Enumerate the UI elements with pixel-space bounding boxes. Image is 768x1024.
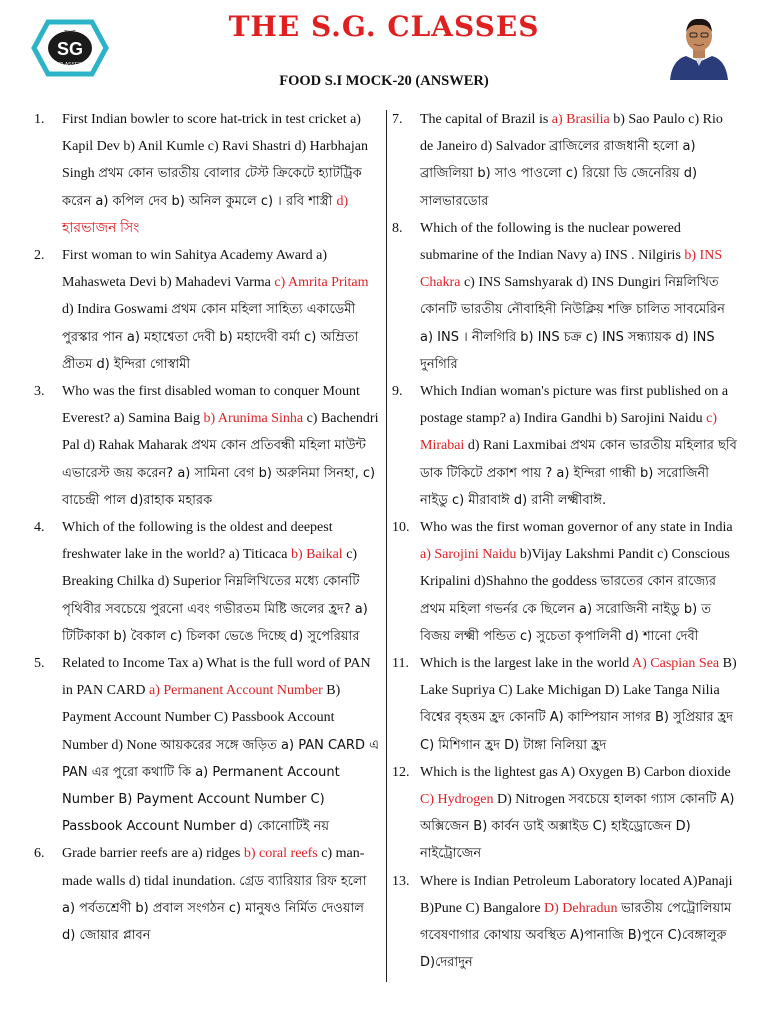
correct-answer: b) INS Chakra [420, 248, 723, 291]
question-9 [392, 378, 738, 514]
page-header [0, 0, 768, 100]
question-number: 9. [392, 384, 403, 400]
question-12 [392, 759, 738, 868]
question-text-bengali: প্রথম কোন ভারতীয় বোলার টেস্ট ক্রিকেটে হ্যাটট্রিক করেন a) কপিল দেব b) অনিল কুমলে c) । রবি শাস্ত্রী [62, 166, 362, 209]
question-number: 8. [392, 220, 403, 236]
right-column [392, 106, 738, 977]
question-text-bengali: নিম্নলিখিত কোনটি ভারতীয় নৌবাহিনী নিউক্লিয় শক্তি চালিত সাবমেরিন a) INS । নীলগিরি b) INS চক্র c) INS সন্ধ্যায়ক d) INS দুনগিরি [420, 275, 725, 372]
question-number: 4. [34, 520, 45, 536]
question-text-bengali: ব্রাজিলের রাজধানী হলো a) ব্রাজিলিয়া b) সাও পাওলো c) রিয়ো ডি জেনেরিয় d) সালভারডোর [420, 139, 698, 209]
question-7 [392, 106, 738, 215]
page-title: FOOD S.I MOCK-20 (ANSWER) [279, 73, 489, 89]
question-text-bengali: বিশ্বের বৃহত্তম হ্রদ কোনটি A) কাম্পিয়ান সাগর B) সুপ্রিয়ার হ্রদ C) মিশিগান হ্রদ D) টাঙ্গা নিলিয়া হ্রদ [420, 710, 733, 753]
correct-answer: d) হারভাজন সিং [62, 193, 349, 236]
column-divider [386, 110, 387, 982]
question-text-bengali: নিম্নলিখিতের মধ্যে কোনটি পৃথিবীর সবচেয়ে পুরনো এবং গভীরতম মিষ্টি জলের হ্রদ? a) টিটিকাকা b) বৈকাল c) চিলকা ভেঙে দিচ্ছে d) সুপেরিয়ার [62, 574, 368, 644]
correct-answer: c) Mirabai [420, 411, 718, 454]
question-number: 7. [392, 112, 403, 127]
question-options: b)Vijay Lakshmi Pandit c) Conscious Kripalini d)Shahno the goddess [420, 547, 730, 590]
correct-answer: c) Amrita Pritam [274, 275, 369, 291]
question-number: 3. [34, 384, 45, 400]
question-13 [392, 868, 738, 977]
question-text-bengali: ভারতীয় পেট্রোলিয়াম গবেষণাগার কোথায় অবস্থিত A)পানাজি B)পুনে C)বেঙ্গালুরু D)দেরাদুন [420, 900, 732, 971]
question-2 [34, 242, 380, 378]
question-text: Related to Income Tax a) What is the full word of PAN in PAN CARD [62, 656, 371, 699]
question-options: c) Breaking Chilka d) Superior [62, 547, 358, 590]
question-text-bengali: আয়করের সঙ্গে জড়িত a) PAN CARD এ PAN এর পুরো কথাটি কি a) Permanent Account Number B) Payment Account Number C) Passbook Account Number d) কোনোটিই নয় [62, 737, 379, 835]
brand-title: THE S.G. CLASSES [228, 10, 540, 43]
left-column [34, 106, 380, 949]
question-options: B) Lake Supriya C) Lake Michigan D) Lake Tanga Nilia [420, 656, 737, 699]
question-8 [392, 215, 738, 378]
question-options: D) Nitrogen [493, 792, 569, 808]
correct-answer: b) coral reefs [243, 846, 318, 862]
logo-text-top: THE [64, 31, 76, 37]
question-text: Which Indian woman's picture was first published on a postage stamp? a) Indira Gandhi b) Sarojini Naidu [420, 384, 729, 427]
correct-answer: D) Dehradun [544, 900, 618, 916]
question-options: b) Sao Paulo c) Rio de Janeiro d) Salvador [420, 112, 723, 155]
correct-answer: b) Arunima Sinha [203, 411, 304, 427]
question-text-bengali: ভারতের কোন রাজ্যের প্রথম মহিলা গভর্নর কে ছিলেন a) সরোজিনী নাইডু b) ত বিজয় লক্ষ্মী পন্ডিত c) সুচেতা কৃপালিনী d) শানো দেবী [420, 574, 717, 644]
correct-answer: a) Brasilia [551, 112, 610, 127]
logo-text-main: SG [56, 39, 84, 59]
question-text-bengali: প্রথম কোন প্রতিবন্ধী মহিলা মাউন্ট এভারেস্ট জয় করেন? a) সামিনা বেগ b) অরুনিমা সিনহা, c) বাচেন্দ্রী পাল d)রাহাক মহারক [62, 438, 376, 508]
question-text-bengali: গ্রেড ব্যারিয়ার রিফ হলো a) পর্বতশ্রেণী b) প্রবাল সংগঠন c) মানুষও নির্মিত দেওয়াল d) জোয়ার প্লাবন [62, 873, 367, 944]
teacher-photo [664, 10, 734, 80]
question-4 [34, 514, 380, 650]
correct-answer: A) Caspian Sea [632, 656, 720, 672]
question-options: B) Payment Account Number C) Passbook Account Number d) None [62, 683, 341, 753]
question-3 [34, 378, 380, 514]
question-options: c) INS Samshyarak d) INS Dungiri [460, 275, 665, 291]
question-10 [392, 514, 738, 650]
correct-answer: a) Sarojini Naidu [420, 547, 517, 563]
question-5 [34, 650, 380, 840]
question-text: Where is Indian Petroleum Laboratory located A)Panaji B)Pune C) Bangalore [420, 873, 733, 916]
question-6 [34, 840, 380, 949]
question-number: 5. [34, 656, 45, 672]
question-1 [34, 106, 380, 242]
question-number: 12. [392, 764, 410, 780]
question-number: 13. [392, 873, 410, 889]
question-text: Which of the following is the oldest and deepest freshwater lake in the world? a) Titicaca [62, 520, 333, 563]
question-text: Which is the largest lake in the world [420, 656, 633, 672]
question-text: The capital of Brazil is [420, 112, 552, 127]
question-text: Which of the following is the nuclear powered submarine of the Indian Navy a) INS . Nilgiris [420, 220, 685, 264]
correct-answer: b) Baikal [290, 547, 343, 563]
question-text: Who was the first disabled woman to conquer Mount Everest? a) Samina Baig [62, 384, 360, 427]
question-text-bengali: প্রথম কোন ভারতীয় মহিলার ছবি ডাক টিকিটে প্রকাশ পায় ? a) ইন্দিরা গান্ধী b) সরোজিনী নাইডু c) মীরাবাঈ d) রানী লক্ষ্মীবাঈ. [420, 438, 737, 508]
question-number: 10. [392, 520, 410, 536]
question-text: First Indian bowler to score hat-trick in test cricket a) Kapil Dev b) Anil Kumle c) Ravi Shastri d) Harbhajan Singh [62, 112, 368, 182]
question-number: 1. [34, 112, 45, 127]
question-text: Which is the lightest gas A) Oxygen B) Carbon dioxide [420, 764, 731, 780]
question-text: Grade barrier reefs are a) ridges [62, 846, 244, 862]
question-options: d) Rani Laxmibai [464, 438, 571, 454]
question-options: d) Indira Goswami [62, 302, 172, 318]
question-11 [392, 650, 738, 759]
question-number: 11. [392, 656, 409, 672]
question-text-bengali: সবচেয়ে হালকা গ্যাস কোনটি A) অক্সিজেন B) কার্বন ডাই অক্সাইড C) হাইড্রোজেন D) নাইট্রোজেন [420, 792, 735, 862]
question-number: 2. [34, 248, 45, 264]
question-number: 6. [34, 846, 45, 862]
question-options: c) man-made walls d) tidal inundation. [62, 846, 365, 889]
correct-answer: C) Hydrogen [420, 792, 494, 808]
question-text: Who was the first woman governor of any state in India [420, 520, 733, 536]
logo-text-bottom: CLASSES [58, 62, 82, 68]
correct-answer: a) Permanent Account Number [149, 683, 323, 699]
question-text: First woman to win Sahitya Academy Award a) Mahasweta Devi b) Mahadevi Varma [62, 248, 328, 291]
question-text-bengali: প্রথম কোন মহিলা সাহিত্য একাডেমী পুরস্কার পান a) মহাশ্বেতা দেবী b) মহাদেবী বর্মা c) অম্রিতা প্রীতম d) ইন্দিরা গোস্বামী [62, 302, 359, 372]
question-options: c) Bachendri Pal d) Rahak Maharak [62, 411, 379, 454]
